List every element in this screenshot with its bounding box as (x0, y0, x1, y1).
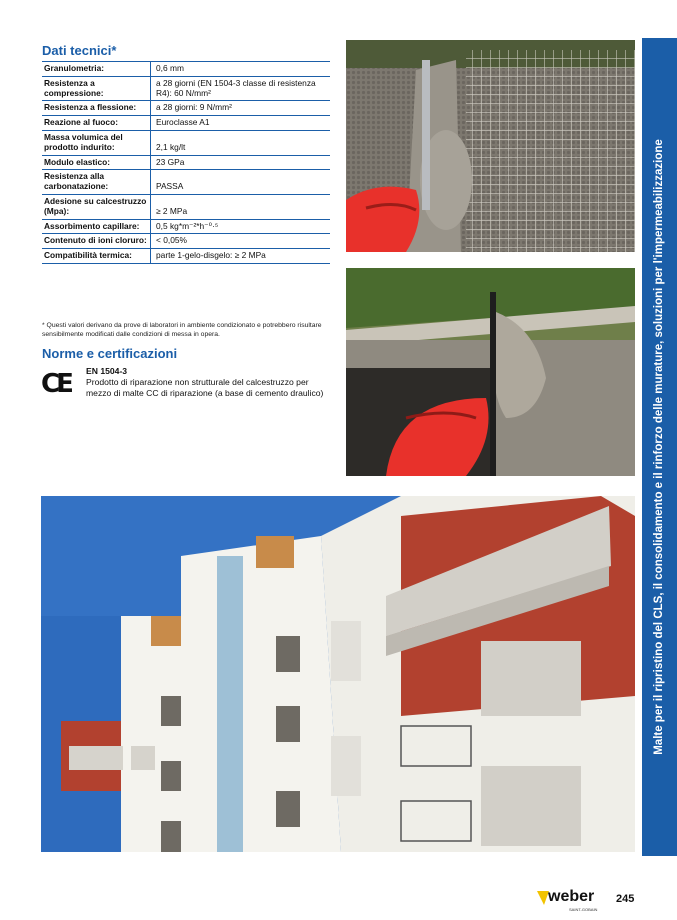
row-label: Compatibilità termica: (42, 249, 151, 264)
row-value: PASSA (151, 170, 331, 195)
sidebar-chapter-title: Malte per il ripristino del CLS, il consolidamento e il rinforzo delle murature, soluzioni per l'impermeabilizzazione (653, 139, 665, 755)
row-value: parte 1-gelo-disgelo: ≥ 2 MPa (151, 249, 331, 264)
norme-title: Norme e certificazioni (42, 346, 178, 361)
table-row (42, 130, 330, 155)
row-value: < 0,05% (151, 234, 331, 249)
row-label: Assorbimento capillare: (42, 219, 151, 234)
ce-mark-icon: CE (41, 369, 70, 399)
page-number: 245 (616, 893, 635, 905)
row-value: a 28 giorni: 9 N/mm² (151, 101, 331, 116)
footnote: * Questi valori derivano da prove di laboratori in ambiente condizionato e potrebbero risultare sensibilmente modificati dalle condizioni di messa in opera. (42, 322, 322, 338)
table-row (42, 249, 330, 264)
table-row (42, 76, 330, 101)
cert-description: Prodotto di riparazione non strutturale del calcestruzzo per mezzo di malte CC di riparazione (a base di cemento draulico) (86, 377, 324, 398)
row-label: Resistenza alla carbonatazione: (42, 170, 151, 195)
row-label: Adesione su calcestruzzo (Mpa): (42, 194, 151, 219)
row-label: Granulometria: (42, 62, 151, 77)
photo-mesh-application (346, 40, 635, 252)
row-value: Euroclasse A1 (151, 116, 331, 131)
table-row (42, 219, 330, 234)
table-row (42, 170, 330, 195)
table-row (42, 194, 330, 219)
row-label: Reazione al fuoco: (42, 116, 151, 131)
row-value: 2,1 kg/lt (151, 130, 331, 155)
row-value: 23 GPa (151, 155, 331, 170)
table-row (42, 101, 330, 116)
table-row (42, 234, 330, 249)
tech-table (42, 61, 330, 264)
row-value: 0,5 kg*m⁻²*h⁻⁰·⁵ (151, 219, 331, 234)
row-value: a 28 giorni (EN 1504-3 classe di resistenza R4): 60 N/mm² (151, 76, 331, 101)
table-row (42, 155, 330, 170)
row-value: 0,6 mm (151, 62, 331, 77)
photo-trowel-illustration (346, 268, 635, 476)
table-row (42, 62, 330, 77)
row-value: ≥ 2 MPa (151, 194, 331, 219)
photo-mesh-illustration (346, 40, 635, 252)
weber-logo (536, 888, 608, 912)
logo-subtitle: SAINT-GOBAIN (569, 907, 598, 912)
row-label: Resistenza a flessione: (42, 101, 151, 116)
logo-wordmark: weber (548, 888, 595, 905)
tech-title: Dati tecnici* (42, 43, 117, 58)
row-label: Contenuto di ioni cloruro: (42, 234, 151, 249)
photo-building (41, 496, 635, 852)
row-label: Massa volumica del prodotto indurito: (42, 130, 151, 155)
cert-code: EN 1504-3 (86, 366, 128, 376)
row-label: Resistenza a compressione: (42, 76, 151, 101)
building-illustration (41, 496, 635, 852)
photo-trowel-application (346, 268, 635, 476)
table-row (42, 116, 330, 131)
row-label: Modulo elastico: (42, 155, 151, 170)
